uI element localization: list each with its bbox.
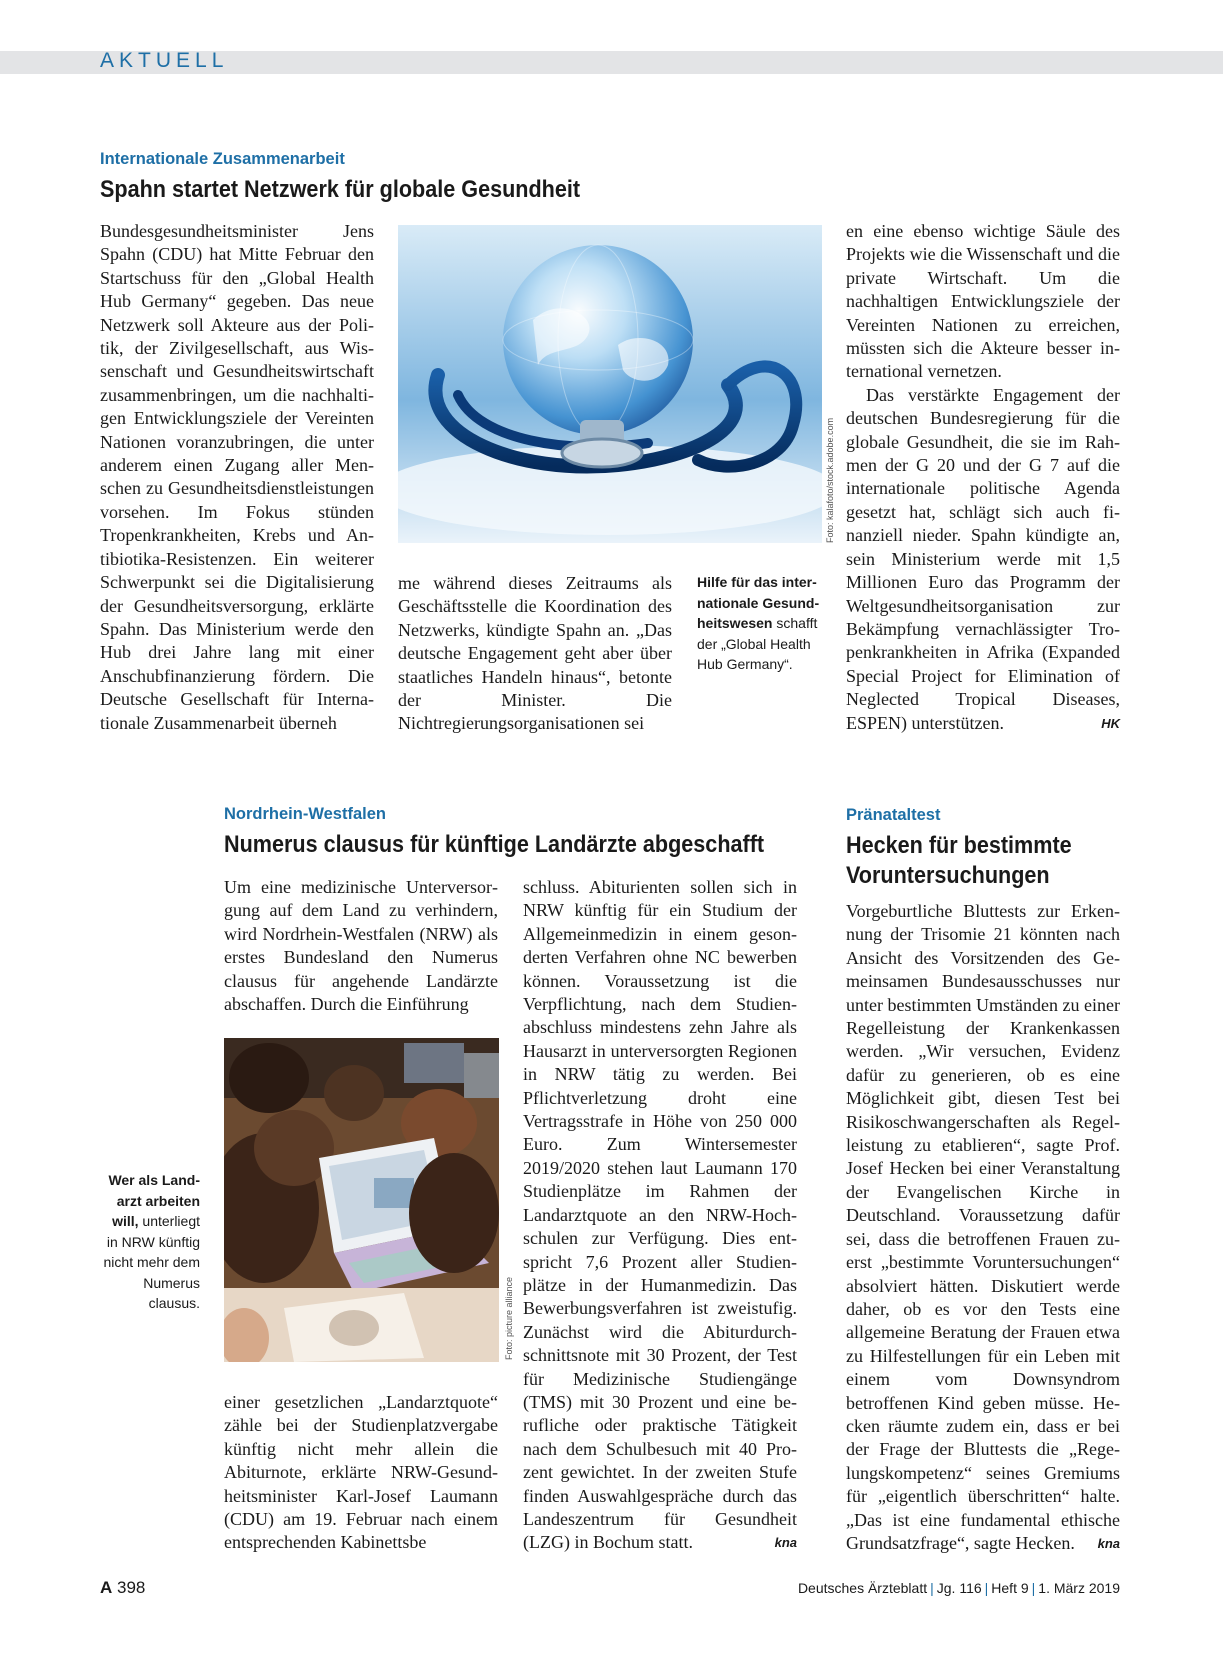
article2-caption-bold: Wer als Landarzt arbeiten will, [108,1172,200,1229]
article1-col3-p2 [846,384,1120,735]
article2-col1-bottom-text: einer gesetzlichen „Landarztquote“ zähle bei der Studienplatzvergabe künftig nicht mehr allein die Abiturnote, erklärte NRW-Gesundheitsminister Karl-Josef Laumann (CDU) am 19. Februar nach einem entsprechenden Kabinettsbe [224,1392,498,1553]
page-number-value: 398 [117,1578,146,1597]
article1-col2-text: me während dieses Zeitraums als Geschäftsstelle die Koordination des Netzwerks, kündigte Spahn an. „Das deutsche Engagement geht aber über staatliches Handeln hinaus“, betonte der Minister. Die Nichtregierungsorganisationen sei [398,573,672,734]
article2-photo-credit: Foto: picture alliance [504,1276,514,1360]
article2-column-1-top [224,876,498,1016]
article2-column-1-bottom [224,1391,498,1555]
article3-signature: kna [1097,1535,1120,1551]
article3-kicker: Pränataltest [846,806,941,824]
article1-col1-text: Bundesgesundheitsminister Jens Spahn (CDU) hat Mitte Februar den Startschuss für den „Global Health Hub Germany“ gegeben. Das neue Netzwerk soll Akteure aus der Politik, der Zivilgesellschaft, aus Wissenschaft und Gesundheitswirtschaft zusammenbringen, um die nachhaltigen Entwicklungsziele der Vereinten Nationen voranzubringen, die unter anderem einen Zugang aller Menschen zu Gesundheitsdienstleistungen vorsehen. Im Fokus stünden Tropenkrankheiten, Krebs und Antibiotika-Resistenzen. Ein weiterer Schwerpunkt sei die Digitalisierung der Gesundheitsversorgung, erklärte Spahn. Das Ministerium werde den Hub drei Jahre lang mit einer Anschubfinanzierung fördern. Die Deutsche Gesellschaft für Internationale Zusammenarbeit überneh [100,221,374,733]
article2-column-2 [523,876,797,1555]
article2-kicker: Nordrhein-Westfalen [224,805,386,823]
article2-signature: kna [774,1535,797,1551]
article1-headline: Spahn startet Netzwerk für globale Gesundheit [100,176,581,203]
article1-column-2 [398,572,672,736]
journal-volume: Jg. 116 [936,1580,982,1596]
article3-column [846,900,1120,1555]
article1-caption-bold: Hilfe für das internationale Gesundheitswesen [697,574,820,631]
globe-stethoscope-photo [398,225,822,543]
article1-column-3 [846,220,1120,735]
section-label: AKTUELL [100,49,229,72]
article2-col2 [523,876,797,1555]
article3-body [846,900,1120,1555]
article1-photo-credit: Foto: kalafoto/stock.adobe.com [825,417,835,543]
journal-issue: Heft 9 [991,1580,1029,1596]
article3-headline-line2: Voruntersuchungen [846,862,1050,889]
article1-kicker: Internationale Zusammenarbeit [100,150,345,168]
article1-caption-rest: schafft der „Global Health Hub Germany“. [697,615,818,672]
article2-col2-text: schluss. Abiturienten sollen sich in NRW künftig für ein Studium der Allgemeinmedizin in einem gesonderten Verfahren ohne NC bewerben können. Voraussetzung ist die Verpflichtung, nach dem Studienabschluss mindestens zehn Jahre als Hausarzt in unterversorgten Regionen in NRW tätig zu werden. Bei Pflichtverletzung droht eine Vertragsstrafe in Höhe von 250 000 Euro. Zum Wintersemester 2019/2020 stehen laut Laumann 170 Studienplätze im Rahmen der Landarztquote an den NRW-Hochschulen zur Verfügung. Dies entspricht 7,6 Prozent aller Studienplätze in der Humanmedizin. Das Bewerbungsverfahren ist zweistufig. Zunächst wird die Abiturdurchschnittsnote mit 30 Prozent, der Test für Medizinische Studiengänge (TMS) mit 30 Prozent und eine berufliche oder praktische Tätigkeit nach dem Schulbesuch mit 40 Prozent gewichtet. In der zweiten Stufe finden Auswahlgespräche durch das Landeszentrum für Gesundheit (LZG) in Bochum statt. [523,877,797,1553]
article2-headline: Numerus clausus für künftige Landärzte abgeschafft [224,831,765,858]
article2-caption-rest: unterliegt in NRW künftig nicht mehr dem Numerus clausus. [103,1213,200,1311]
footer-separator: | [984,1580,989,1596]
journal-name: Deutsches Ärzteblatt [797,1580,928,1596]
article1-caption [697,572,825,675]
journal-date: 1. März 2019 [1038,1580,1120,1596]
page-number [100,1578,145,1598]
footer-separator: | [1031,1580,1036,1596]
footer-separator: | [930,1580,934,1596]
article1-signature: HK [1101,715,1120,731]
page-prefix: A [100,1578,113,1597]
journal-footer [798,1580,1120,1596]
article3-headline-line1: Hecken für bestimmte [846,832,1072,859]
article1-col3-p2-text: Das verstärkte Engagement der deutschen Bundesregierung für die globale Gesundheit, die sie im Rahmen der G 20 und der G 7 auf die internationale politische Agenda gesetzt hat, schlägt sich auch finanziell nieder. Spahn kündigte an, sein Ministerium werde mit 1,5 Millionen Euro das Programm der Weltgesundheitsorganisation zur Bekämpfung vernachlässigter Tropenkrankheiten in Afrika (Expanded Special Project for Elimination of Neglected Tropical Diseases, ESPEN) unterstützen. [846,384,1120,733]
article1-column-1 [100,220,374,735]
students-laptop-photo [224,1038,499,1362]
article2-caption [100,1170,200,1314]
article2-col1-top-text: Um eine medizinische Unterversorgung auf dem Land zu verhindern, wird Nordrhein-Westfalen (NRW) als erstes Bundesland den Numerus clausus für angehende Landärzte abschaffen. Durch die Einführung [224,877,498,1015]
article1-col3-p1: en eine ebenso wichtige Säule des Projekts wie die Wissenschaft und die private Wirtschaft. Um die nachhaltigen Entwicklungsziele der Vereinten Nationen zu erreichen, müssten sich die Akteure besser international vernetzen. [846,221,1120,382]
article3-body-text: Vorgeburtliche Bluttests zur Erkennung der Trisomie 21 könnten nach Ansicht des Vorsitzenden des Gemeinsamen Bundesausschusses nur unter bestimmten Umständen zu einer Regelleistung der Krankenkassen werden. „Wir versuchen, Evidenz dafür zu generieren, ob es eine Möglichkeit gibt, diesen Test bei Risikoschwangerschaften als Regelleistung zu etablieren“, sagte Prof. Josef Hecken bei einer Veranstaltung der Evangelischen Kirche in Deutschland. Voraussetzung dafür sei, dass die betroffenen Frauen zuerst „bestimmte Voruntersuchungen“ absolviert hätten. Diskutiert werde daher, ob es vor den Tests eine allgemeine Beratung der Frauen etwa zu Hilfestellungen für ein Leben mit einem vom Downsyndrom betroffenen Kind geben müsse. Hecken räumte zudem ein, dass er bei der Frage der Bluttests die „Regelungskompetenz“ seines Gremiums für „eigentlich überschritten“ halte. „Das ist eine fundamental ethische Grundsatzfrage“, sagte Hecken. [846,901,1120,1553]
